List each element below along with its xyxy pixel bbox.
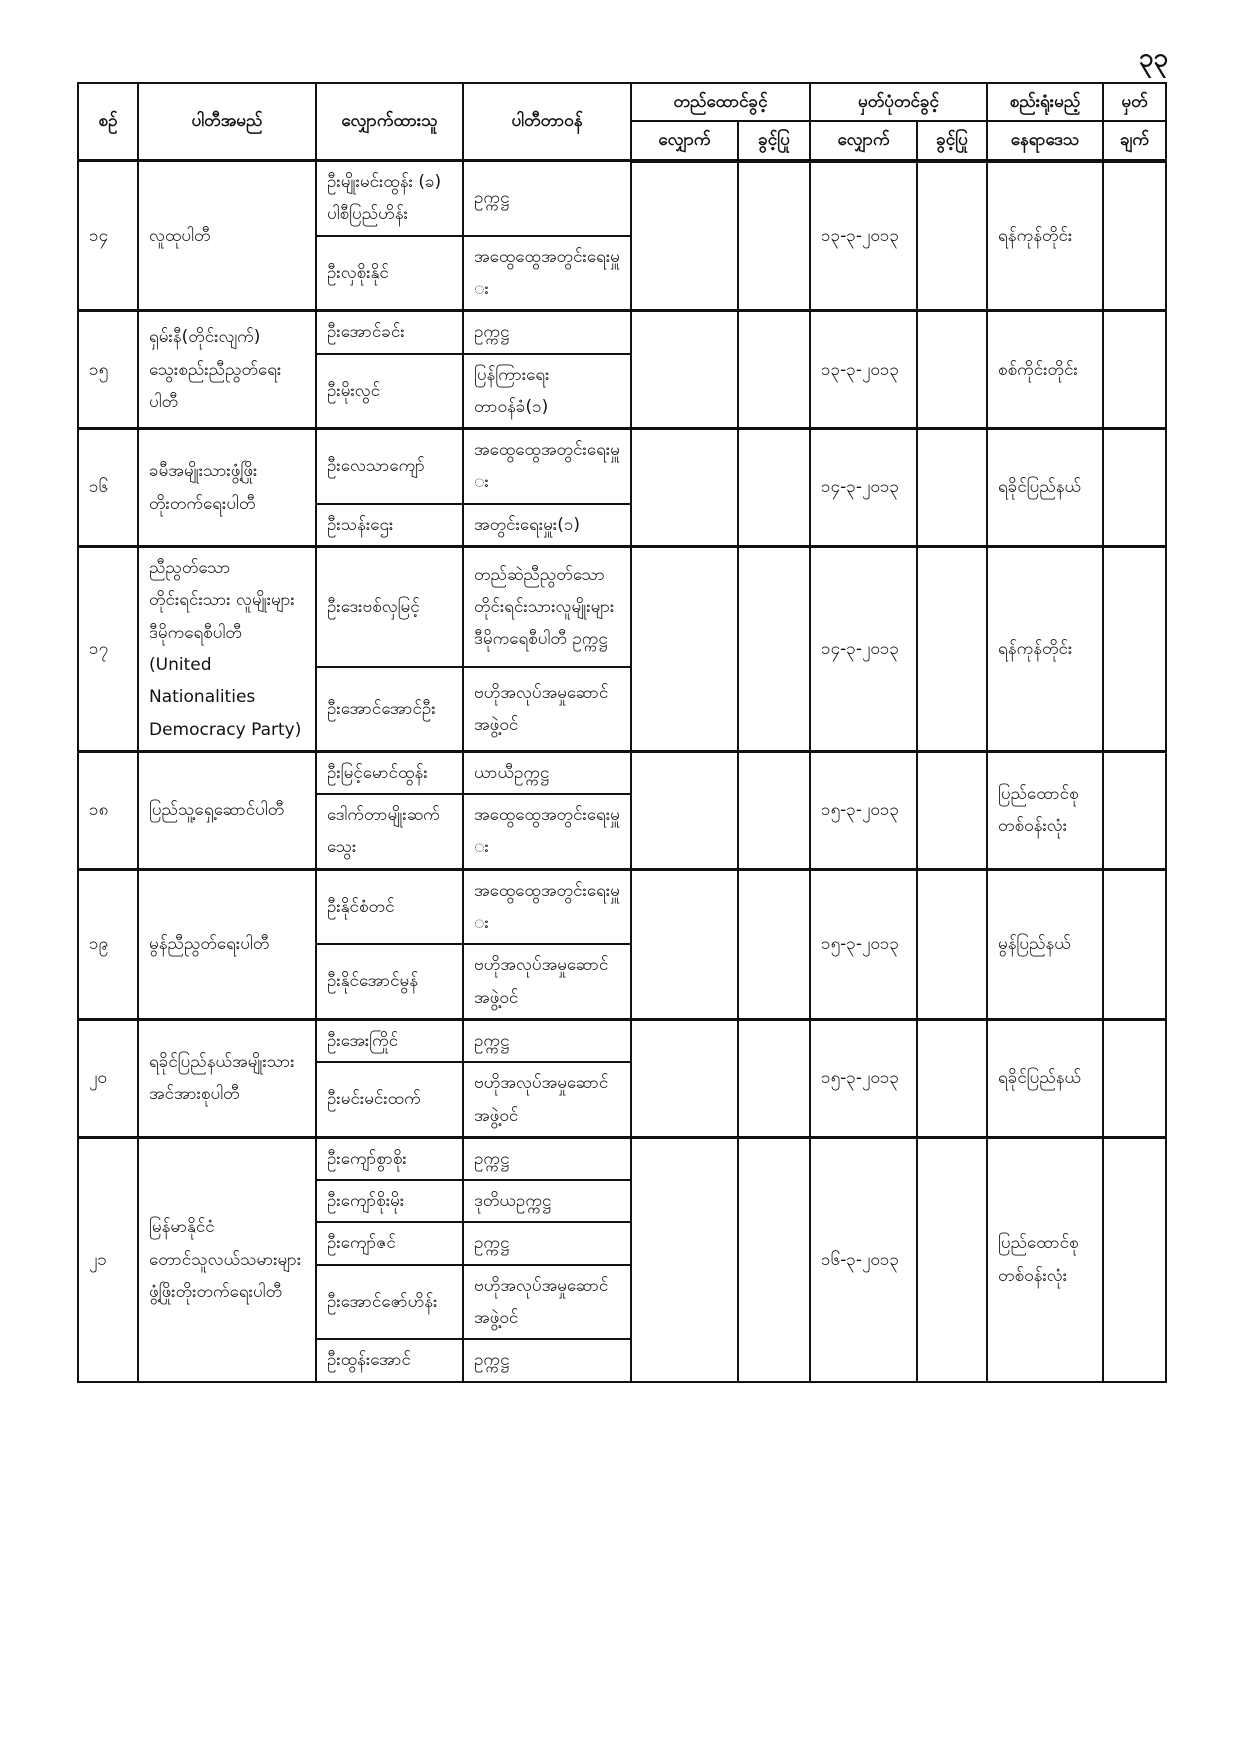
party-position: ဥက္ကဋ္ဌ [463,311,631,354]
applicant-name: ဦးသန်းဌေး [316,504,463,547]
party-position: အထွေထွေအတွင်းရေးမှူး [463,429,631,504]
applicant-name: ဦးအောင်ဇော်ဟိန်း [316,1265,463,1340]
register-apply-date: ၁၅-၃-၂၀၁၃ [810,869,917,1019]
applicant-name: ဦးလေသာကျော် [316,429,463,504]
register-permit-cell [917,751,987,869]
headquarters-region: ရခိုင်ပြည်နယ် [987,429,1103,547]
applicant-name: ဦးမျိုးမင်းထွန်း (ခ) ပါစီပြည်ဟိန်း [316,161,463,236]
headquarters-region: ရန်ကုန်တိုင်း [987,547,1103,752]
party-position: ဗဟိုအလုပ်အမှုဆောင်အဖွဲ့ဝင် [463,1062,631,1137]
row-number: ၁၉ [78,869,138,1019]
header-party-name: ပါတီအမည် [138,83,316,161]
headquarters-region: ပြည်ထောင်စုတစ်ဝန်းလုံး [987,751,1103,869]
establish-permit-cell [738,751,810,869]
table-row [78,869,1166,944]
register-permit-cell [917,429,987,547]
applicant-name: ဦးအောင်အောင်ဦး [316,667,463,751]
party-position: ပြန်ကြားရေးတာဝန်ခံ(၁) [463,354,631,429]
establish-apply-cell [631,547,738,752]
row-number: ၁၆ [78,429,138,547]
establish-permit-cell [738,547,810,752]
register-apply-date: ၁၆-၃-၂၀၁၃ [810,1137,917,1381]
table-row [78,311,1166,354]
register-apply-date: ၁၄-၃-၂၀၁၃ [810,547,917,752]
applicant-name: ဦးအောင်ခင်း [316,311,463,354]
header-no: စဉ် [78,83,138,161]
headquarters-region: ရန်ကုန်တိုင်း [987,161,1103,311]
header-register-apply: လျှောက် [810,121,917,160]
party-name: ညီညွတ်သော တိုင်းရင်းသား လူမျိုးများ ဒီမိုကရေစီပါတီ (United Nationalities Democracy Party) [138,547,316,752]
register-permit-cell [917,1019,987,1137]
register-apply-date: ၁၄-၃-၂၀၁၃ [810,429,917,547]
header-headquarters-2: နေရာဒေသ [987,121,1103,160]
establish-apply-cell [631,751,738,869]
party-position: တည်ဆဲညီညွတ်သော တိုင်းရင်းသားလူမျိုးများ ဒီမိုကရေစီပါတီ ဥက္ကဋ္ဌ [463,547,631,668]
party-position: အထွေထွေအတွင်းရေးမှူး [463,869,631,944]
header-remarks-2: ချက် [1103,121,1166,160]
applicant-name: ဦးမြင့်မောင်ထွန်း [316,751,463,794]
establish-apply-cell [631,161,738,311]
headquarters-region: မွန်ပြည်နယ် [987,869,1103,1019]
row-number: ၁၄ [78,161,138,311]
applicant-name: ဦးကျော်စိုးမိုး [316,1180,463,1222]
party-position: ဗဟိုအလုပ်အမှုဆောင်အဖွဲ့ဝင် [463,1265,631,1340]
table-header [78,83,1166,161]
establish-permit-cell [738,429,810,547]
party-name: ခမီအမျိုးသားဖွံ့ဖြိုးတိုးတက်ရေးပါတီ [138,429,316,547]
party-position: ဥက္ကဋ္ဌ [463,1137,631,1180]
header-applicant: လျှောက်ထားသူ [316,83,463,161]
applicant-name: ဦးကျော်ဇင် [316,1222,463,1264]
establish-apply-cell [631,1137,738,1381]
header-establish-permit: ခွင့်ပြု [738,121,810,160]
establish-permit-cell [738,161,810,311]
applicant-name: ဦးနိုင်စံတင် [316,869,463,944]
table-row [78,429,1166,504]
remarks-cell [1103,161,1166,311]
header-register: မှတ်ပုံတင်ခွင့် [810,83,987,121]
party-position: ဗဟိုအလုပ်အမှုဆောင်အဖွဲ့ဝင် [463,667,631,751]
party-position: ဥက္ကဋ္ဌ [463,1019,631,1062]
register-permit-cell [917,311,987,429]
establish-permit-cell [738,311,810,429]
table-row [78,161,1166,236]
header-remarks-1: မှတ် [1103,83,1166,121]
remarks-cell [1103,547,1166,752]
applicant-name: ဦးအေးကြိုင် [316,1019,463,1062]
headquarters-region: ပြည်ထောင်စုတစ်ဝန်းလုံး [987,1137,1103,1381]
register-permit-cell [917,547,987,752]
party-name: မွန်ညီညွတ်ရေးပါတီ [138,869,316,1019]
remarks-cell [1103,429,1166,547]
party-position: ဒုတိယဥက္ကဋ္ဌ [463,1180,631,1222]
applicant-name: ဦးလှစိုးနိုင် [316,236,463,311]
applicant-name: ဦးဒေးဗစ်လှမြင့် [316,547,463,668]
header-headquarters-1: စည်းရုံးမည့် [987,83,1103,121]
table-row [78,1137,1166,1180]
establish-apply-cell [631,311,738,429]
establish-permit-cell [738,1019,810,1137]
remarks-cell [1103,869,1166,1019]
register-apply-date: ၁၅-၃-၂၀၁၃ [810,751,917,869]
register-apply-date: ၁၃-၃-၂၀၁၃ [810,161,917,311]
table-row [78,547,1166,668]
remarks-cell [1103,1019,1166,1137]
party-name: လူထုပါတီ [138,161,316,311]
headquarters-region: စစ်ကိုင်းတိုင်း [987,311,1103,429]
register-permit-cell [917,1137,987,1381]
establish-permit-cell [738,869,810,1019]
party-name: မြန်မာနိုင်ငံတောင်သူလယ်သမားများဖွံ့ဖြိုးတိုးတက်ရေးပါတီ [138,1137,316,1381]
party-position: ဥက္ကဋ္ဌ [463,1222,631,1264]
party-name: ပြည်သူ့ရှေ့ဆောင်ပါတီ [138,751,316,869]
row-number: ၂၀ [78,1019,138,1137]
register-permit-cell [917,869,987,1019]
establish-apply-cell [631,429,738,547]
register-apply-date: ၁၃-၃-၂၀၁၃ [810,311,917,429]
header-establish: တည်ထောင်ခွင့် [631,83,810,121]
headquarters-region: ရခိုင်ပြည်နယ် [987,1019,1103,1137]
party-position: အတွင်းရေးမှူး(၁) [463,504,631,547]
applicant-name: ဦးနိုင်အောင်မွန် [316,944,463,1019]
applicant-name: ဦးမင်းမင်းထက် [316,1062,463,1137]
party-name: ရခိုင်ပြည်နယ်အမျိုးသားအင်အားစုပါတီ [138,1019,316,1137]
row-number: ၁၈ [78,751,138,869]
applicant-name: ဦးကျော်စွာစိုး [316,1137,463,1180]
page-number: ၃၃ [1138,43,1168,73]
table-row [78,1019,1166,1062]
establish-apply-cell [631,869,738,1019]
header-position: ပါတီတာဝန် [463,83,631,161]
row-number: ၁၅ [78,311,138,429]
party-position: ဥက္ကဋ္ဌ [463,161,631,236]
remarks-cell [1103,311,1166,429]
party-name: ရှမ်းနီ(တိုင်းလျက်) သွေးစည်းညီညွတ်ရေးပါတီ [138,311,316,429]
applicant-name: ဦးထွန်းအောင် [316,1339,463,1381]
register-permit-cell [917,161,987,311]
row-number: ၁၇ [78,547,138,752]
establish-apply-cell [631,1019,738,1137]
party-position: ယာယီဥက္ကဋ္ဌ [463,751,631,794]
header-register-permit: ခွင့်ပြု [917,121,987,160]
register-apply-date: ၁၅-၃-၂၀၁၃ [810,1019,917,1137]
table-body [78,161,1166,1382]
party-position: အထွေထွေအတွင်းရေးမှူး [463,236,631,311]
remarks-cell [1103,1137,1166,1381]
applicant-name: ဒေါက်တာမျိုးဆက်သွေး [316,794,463,869]
header-establish-apply: လျှောက် [631,121,738,160]
party-position: ဥက္ကဋ္ဌ [463,1339,631,1381]
remarks-cell [1103,751,1166,869]
party-registration-table [77,82,1167,1383]
establish-permit-cell [738,1137,810,1381]
row-number: ၂၁ [78,1137,138,1381]
party-position: အထွေထွေအတွင်းရေးမှူး [463,794,631,869]
party-position: ဗဟိုအလုပ်အမှုဆောင်အဖွဲ့ဝင် [463,944,631,1019]
table-row [78,751,1166,794]
applicant-name: ဦးမိုးလွင် [316,354,463,429]
